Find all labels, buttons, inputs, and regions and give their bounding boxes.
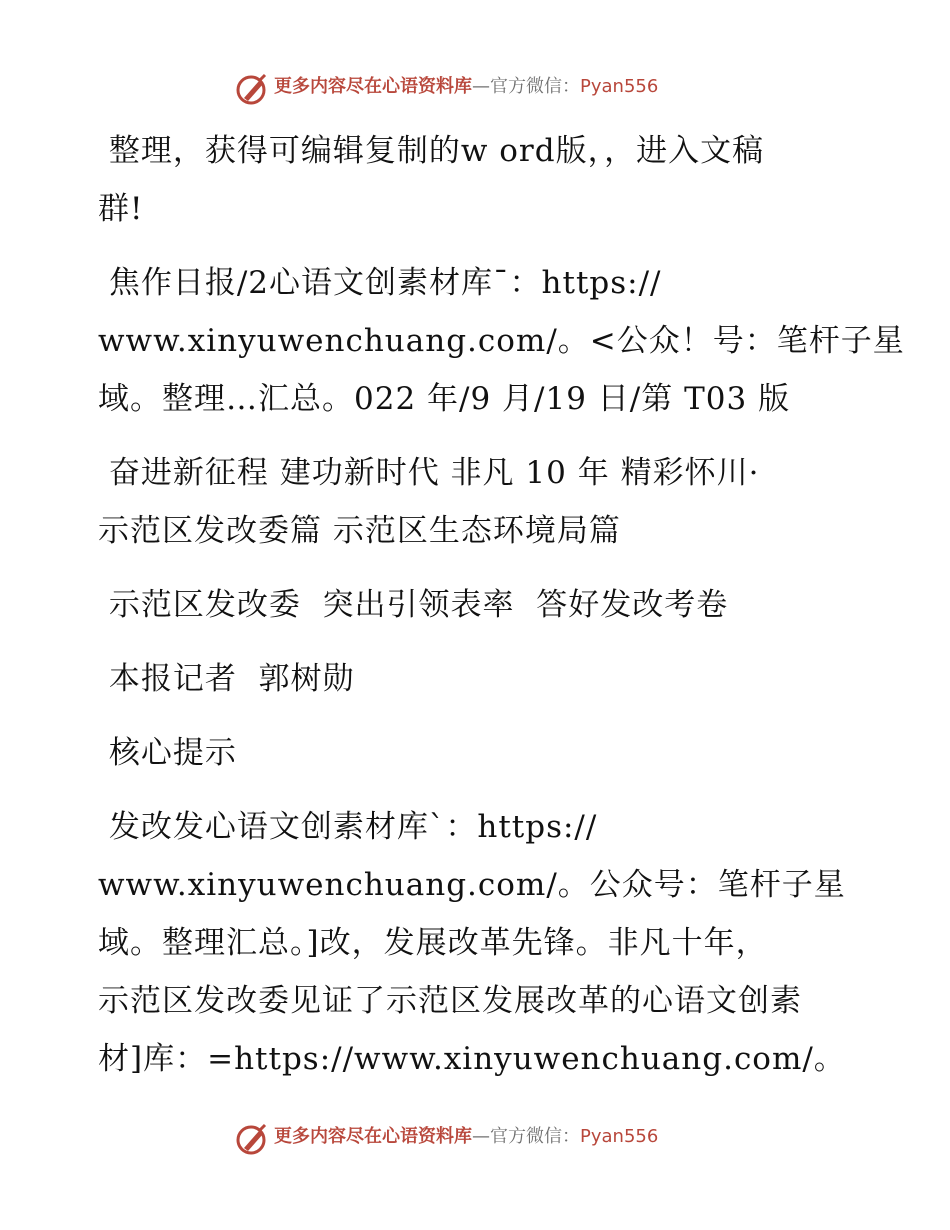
banner-wechat-label: —官方微信： xyxy=(472,76,580,97)
text-line: 焦作日报/2心语文创素材库¯：https:// xyxy=(98,265,662,301)
text-line: 发改发心语文创素材库`：https:// xyxy=(98,809,598,845)
footer-watermark-banner xyxy=(0,1120,950,1156)
text-line: www.xinyuwenchuang.com/。公众号：笔杆子星 xyxy=(98,867,846,903)
header-watermark-banner xyxy=(0,70,950,106)
banner-wechat-id: Pyan556 xyxy=(580,1126,659,1147)
banner-text xyxy=(274,1126,658,1148)
text-line: 域。整理汇总。]改，发展改革先锋。非凡十年， xyxy=(98,925,768,961)
banner-text xyxy=(274,76,658,98)
text-line: www.xinyuwenchuang.com/。<公众！号：笔杆子星 xyxy=(98,323,905,359)
pen-logo-icon xyxy=(235,1122,269,1156)
article-title: 示范区发改委 突出引领表率 答好发改考卷 xyxy=(98,587,729,623)
text-line: 奋进新征程 建功新时代 非凡 10 年 精彩怀川· xyxy=(98,455,760,491)
text-line: 域。整理…汇总。022 年/9 月/19 日/第 T03 版 xyxy=(98,381,791,417)
text-line: 示范区发改委篇 示范区生态环境局篇 xyxy=(98,513,621,549)
text-line: 示范区发改委见证了示范区发展改革的心语文创素 xyxy=(98,983,802,1019)
text-line: 材]库：=https://www.xinyuwenchuang.com/。 xyxy=(98,1041,846,1077)
document-body xyxy=(98,122,905,1088)
pen-logo-icon xyxy=(235,72,269,106)
banner-site-name: 更多内容尽在心语资料库 xyxy=(274,1126,472,1147)
text-line: 群! xyxy=(98,191,144,227)
byline: 本报记者 郭树勋 xyxy=(98,661,355,697)
banner-wechat-id: Pyan556 xyxy=(580,76,659,97)
banner-site-name: 更多内容尽在心语资料库 xyxy=(274,76,472,97)
text-line: 整理，获得可编辑复制的w ord版，，进入文稿 xyxy=(98,133,765,169)
section-heading: 核心提示 xyxy=(98,735,237,771)
banner-wechat-label: —官方微信： xyxy=(472,1126,580,1147)
